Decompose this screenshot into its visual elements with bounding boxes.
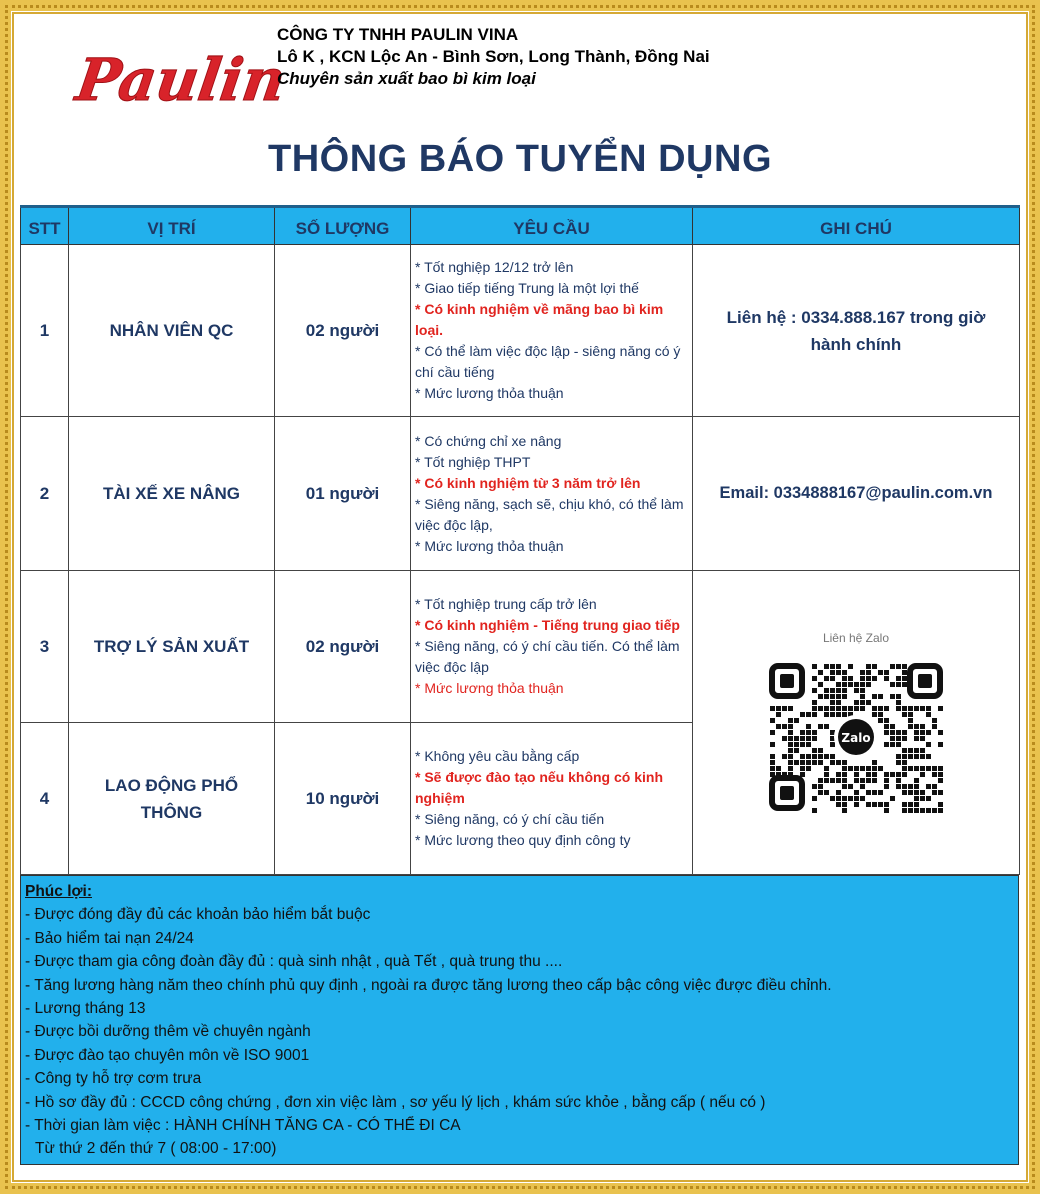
requirement-line: * Siêng năng, có ý chí cầu tiến — [415, 811, 605, 827]
requirement-line: * Mức lương thỏa thuận — [415, 537, 564, 554]
header-requirements: YÊU CẦU — [411, 207, 693, 245]
table-header-row — [21, 207, 1020, 245]
benefit-item: - Lương tháng 13 — [25, 1000, 146, 1018]
row-stt: 2 — [21, 417, 69, 571]
benefit-item: - Được tham gia công đoàn đầy đủ : quà sinh nhật , quà Tết , quà trung thu .... — [25, 953, 563, 971]
benefit-item: - Công ty hỗ trợ cơm trưa — [25, 1070, 202, 1088]
requirement-line: * Giao tiếp tiếng Trung là một lợi thế — [415, 280, 639, 296]
table-row — [21, 571, 1020, 723]
row-stt: 4 — [21, 723, 69, 875]
row-requirements — [411, 571, 693, 723]
header-stt: STT — [21, 207, 69, 245]
paulin-logo — [72, 30, 290, 120]
qr-caption: Liên hệ Zalo — [822, 631, 890, 645]
table-row — [21, 245, 1020, 417]
requirement-line: * Siêng năng, sạch sẽ, chịu khó, có thể làm việc độc lập, — [415, 495, 684, 533]
benefit-item: - Tăng lương hàng năm theo chính phủ quy định , ngoài ra được tăng lương theo cấp bậc công việc được điều chỉnh. — [25, 976, 832, 994]
benefit-item: - Bảo hiểm tai nạn 24/24 — [25, 929, 194, 947]
requirement-line: * Mức lương theo quy định công ty — [415, 832, 631, 848]
logo-text: Paulin — [72, 45, 290, 114]
company-address: Lô K , KCN Lộc An - Bình Sơn, Long Thành, Đồng Nai — [277, 47, 710, 66]
requirement-line: * Mức lương thỏa thuận — [415, 385, 564, 401]
row-requirements — [411, 417, 693, 571]
requirement-line: * Mức lương thỏa thuận — [415, 680, 564, 696]
row-quantity: 01 người — [275, 417, 411, 571]
row-stt: 3 — [21, 571, 69, 723]
company-tagline: Chuyên sản xuất bao bì kim loại — [277, 69, 536, 88]
row-stt: 1 — [21, 245, 69, 417]
requirement-line: * Có kinh nghiệm - Tiếng trung giao tiếp — [415, 617, 680, 633]
requirement-line: * Siêng năng, có ý chí cầu tiến. Có thể làm việc độc lập — [415, 638, 680, 675]
benefit-item: - Được đóng đầy đủ các khoản bảo hiểm bắt buộc — [25, 906, 371, 924]
requirement-line: * Tốt nghiệp trung cấp trở lên — [415, 596, 597, 612]
requirement-line: * Tốt nghiệp THPT — [415, 453, 531, 470]
benefits-title: Phúc lợi: — [25, 883, 92, 900]
qr-code-icon — [768, 662, 944, 812]
company-name: CÔNG TY TNHH PAULIN VINA — [277, 25, 519, 44]
benefit-item: - Được bồi dưỡng thêm về chuyên ngành — [25, 1023, 311, 1041]
row-position: NHÂN VIÊN QC — [69, 245, 275, 417]
qr-center-label: Zalo — [841, 731, 871, 745]
row-position: TRỢ LÝ SẢN XUẤT — [69, 571, 275, 723]
contact-email-note: Email: 0334888167@paulin.com.vn — [693, 417, 1020, 571]
header-notes: GHI CHÚ — [693, 207, 1020, 245]
benefits-section — [20, 875, 1019, 1165]
benefit-item: - Được đào tạo chuyên môn về ISO 9001 — [25, 1046, 310, 1064]
contact-phone-note: Liên hệ : 0334.888.167 trong giờ hành chính — [693, 245, 1020, 417]
benefit-item: - Thời gian làm việc : HÀNH CHÍNH TĂNG CA - CÓ THỂ ĐI CA — [25, 1117, 461, 1135]
row-quantity: 02 người — [275, 571, 411, 723]
requirement-line: * Tốt nghiệp 12/12 trở lên — [415, 259, 574, 275]
jobs-table — [20, 205, 1020, 875]
company-info — [277, 24, 710, 90]
row-quantity: 10 người — [275, 723, 411, 875]
requirement-line: * Sẽ được đào tạo nếu không có kinh nghiệm — [415, 769, 664, 806]
requirement-line: * Có kinh nghiệm về mãng bao bì kim loại. — [415, 301, 664, 338]
row-quantity: 02 người — [275, 245, 411, 417]
header-position: VỊ TRÍ — [69, 207, 275, 245]
page-title: THÔNG BÁO TUYỂN DỤNG — [268, 138, 772, 180]
row-position: TÀI XẾ XE NÂNG — [69, 417, 275, 571]
requirement-line: * Có thể làm việc độc lập - siêng năng có ý chí cầu tiếng — [415, 343, 681, 380]
work-schedule: Từ thứ 2 đến thứ 7 ( 08:00 - 17:00) — [35, 1140, 277, 1158]
row-requirements — [411, 723, 693, 875]
requirement-line: * Không yêu cầu bằng cấp — [415, 748, 580, 764]
zalo-qr[interactable] — [694, 625, 1018, 820]
requirement-line: * Có chứng chỉ xe nâng — [415, 432, 562, 449]
requirement-line: * Có kinh nghiệm từ 3 năm trở lên — [415, 474, 641, 491]
zalo-qr-cell — [693, 571, 1020, 875]
row-position: LAO ĐỘNG PHỔ THÔNG — [69, 723, 275, 875]
table-row — [21, 417, 1020, 571]
header-quantity: SỐ LƯỢNG — [275, 207, 411, 245]
benefit-item: - Hồ sơ đầy đủ : CCCD công chứng , đơn xin việc làm , sơ yếu lý lịch , khám sức khỏe , bằng cấp ( nếu có ) — [25, 1093, 766, 1111]
row-requirements — [411, 245, 693, 417]
